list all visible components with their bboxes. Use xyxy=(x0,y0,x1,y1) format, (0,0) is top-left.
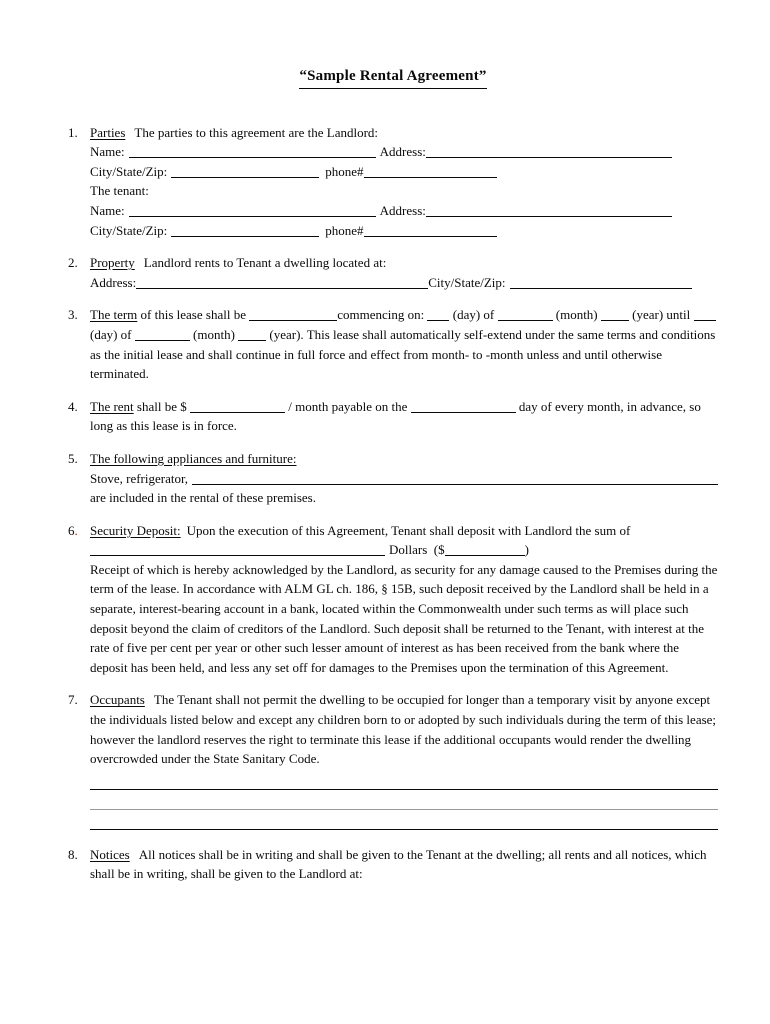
item-number: 5. xyxy=(68,450,78,466)
item-number-period: . xyxy=(74,522,78,538)
occupants-paragraph xyxy=(90,690,718,768)
item-number: 3. xyxy=(68,307,78,323)
property-heading: Property xyxy=(90,255,135,271)
document-title: “Sample Rental Agreement” xyxy=(299,67,486,89)
document-title-row xyxy=(68,66,718,89)
item-number-digit: 6 xyxy=(68,522,75,538)
property-address-row xyxy=(90,273,718,293)
text-run: (day) of xyxy=(90,326,135,342)
appliances-prefix: Stove, refrigerator, xyxy=(90,470,189,486)
section-property xyxy=(68,253,718,292)
occupants-heading: Occupants xyxy=(90,692,145,708)
phone-label: phone# xyxy=(325,222,364,238)
name-label: Name: xyxy=(90,202,125,218)
term-paragraph xyxy=(90,305,718,383)
security-deposit-heading: Security Deposit: xyxy=(90,522,181,538)
deposit-intro: Upon the execution of this Agreement, Tenant shall deposit with Landlord the sum of xyxy=(186,522,631,538)
text-run: (month) xyxy=(552,307,601,323)
tenant-csz-row xyxy=(90,221,718,241)
deposit-body: Receipt of which is hereby acknowledged by the Landlord, as security for any damage caused to the Premises during the term of the lease. In accordance with ALM GL ch. 186, § 15B, such deposit received by the Landlord shall be held in a separate, interest-bearing account in a bank, located within the Commonwealth under such terms as will place such deposit beyond the claim of creditors of the Landlord. Such deposit shall be returned to the Tenant, with interest at the rate of five per cent per year or other such lesser amount of interest as has been received from the bank where the deposit has been held, and less any set off for damages to the Premises upon the termination of this Agreement. xyxy=(90,561,718,675)
tenant-address-field[interactable] xyxy=(426,204,672,217)
appliances-closing: are included in the rental of these premises. xyxy=(90,490,316,506)
term-heading: The term xyxy=(90,307,138,323)
address-label: Address: xyxy=(90,274,137,290)
start-day-field[interactable] xyxy=(427,308,449,321)
parties-intro-line xyxy=(90,123,718,143)
text-run: (year) until xyxy=(628,307,694,323)
occupants-write-lines xyxy=(90,771,718,830)
deposit-amount-field[interactable] xyxy=(445,543,525,556)
end-day-field[interactable] xyxy=(694,308,716,321)
tenant-name-field[interactable] xyxy=(129,204,376,217)
landlord-phone-field[interactable] xyxy=(364,165,497,178)
item-number: 1. xyxy=(68,124,78,140)
text-run: / month payable on the xyxy=(285,398,411,414)
item-number: 8. xyxy=(68,846,78,862)
phone-label: phone# xyxy=(325,163,364,179)
section-occupants xyxy=(68,690,718,829)
landlord-name-row xyxy=(90,142,718,162)
end-year-field[interactable] xyxy=(238,328,266,341)
occupants-body: The Tenant shall not permit the dwelling to be occupied for longer than a temporary visit by anyone except the individuals listed below and except any children born to or adopted by such individuals during the term of this lease; however the landlord reserves the right to terminate this lease if the additional occupants would render the dwelling overcrowded under the State Sanitary Code. xyxy=(90,692,717,767)
text-run: day of every month, in advance, so long as this lease is in force. xyxy=(90,398,701,434)
landlord-address-field[interactable] xyxy=(426,145,672,158)
item-number xyxy=(68,521,90,678)
start-year-field[interactable] xyxy=(601,308,629,321)
notices-heading: Notices xyxy=(90,846,130,862)
section-parties xyxy=(68,123,718,241)
appliances-field[interactable] xyxy=(192,472,718,485)
rent-due-day-field[interactable] xyxy=(411,400,516,413)
start-month-field[interactable] xyxy=(498,308,553,321)
text-run: of this lease shall be xyxy=(137,307,250,323)
text-run: (day) of xyxy=(449,307,498,323)
rent-amount-field[interactable] xyxy=(190,400,285,413)
landlord-city-state-zip-field[interactable] xyxy=(171,165,319,178)
end-month-field[interactable] xyxy=(135,328,190,341)
address-label: Address: xyxy=(379,144,426,160)
item-number: 4. xyxy=(68,398,78,414)
dollars-label: Dollars ($ xyxy=(389,542,445,558)
tenant-phone-field[interactable] xyxy=(364,224,497,237)
section-security-deposit xyxy=(68,521,718,678)
section-appliances xyxy=(68,449,718,508)
property-intro: Landlord rents to Tenant a dwelling located at: xyxy=(143,255,387,271)
deposit-amount-row xyxy=(90,540,718,560)
notices-body: All notices shall be in writing and shall be given to the Tenant at the dwelling; all rents and all notices, which shall be in writing, shall be given to the Landlord at: xyxy=(90,846,707,882)
city-state-zip-label: City/State/Zip: xyxy=(90,222,168,238)
name-label: Name: xyxy=(90,144,125,160)
dollars-close-paren: ) xyxy=(524,542,529,558)
deposit-intro-line xyxy=(90,521,718,541)
notices-paragraph xyxy=(90,845,718,884)
deposit-words-field[interactable] xyxy=(90,543,385,556)
property-intro-line xyxy=(90,253,718,273)
text-run: shall be $ xyxy=(133,398,190,414)
tenant-intro: The tenant: xyxy=(90,183,149,199)
city-state-zip-label: City/State/Zip: xyxy=(428,274,506,290)
appliances-heading: The following appliances and furniture: xyxy=(90,450,297,466)
section-term xyxy=(68,305,718,383)
rent-paragraph xyxy=(90,397,718,436)
property-city-state-zip-field[interactable] xyxy=(510,276,692,289)
address-label: Address: xyxy=(379,202,426,218)
tenant-city-state-zip-field[interactable] xyxy=(171,224,319,237)
occupant-line-1[interactable] xyxy=(90,771,718,791)
landlord-csz-row xyxy=(90,162,718,182)
occupant-line-3[interactable] xyxy=(90,810,718,830)
city-state-zip-label: City/State/Zip: xyxy=(90,163,168,179)
item-number: 2. xyxy=(68,255,78,271)
parties-intro: The parties to this agreement are the Landlord: xyxy=(134,124,379,140)
section-notices xyxy=(68,845,718,884)
text-run: (year). This lease shall automatically self-extend under the same terms and conditions as the initial lease and shall continue in full force and effect from month- to -month unless and until otherwise terminated. xyxy=(90,326,716,382)
parties-heading: Parties xyxy=(90,124,126,140)
section-rent xyxy=(68,397,718,436)
occupant-line-2[interactable] xyxy=(90,790,718,810)
lease-term-field[interactable] xyxy=(249,308,337,321)
rent-heading: The rent xyxy=(90,398,134,414)
appliances-row xyxy=(90,469,718,489)
landlord-name-field[interactable] xyxy=(129,145,376,158)
property-address-field[interactable] xyxy=(136,276,428,289)
item-number: 7. xyxy=(68,692,78,708)
text-run: (month) xyxy=(189,326,239,342)
tenant-name-row xyxy=(90,201,718,221)
text-run: commencing on: xyxy=(337,307,428,323)
